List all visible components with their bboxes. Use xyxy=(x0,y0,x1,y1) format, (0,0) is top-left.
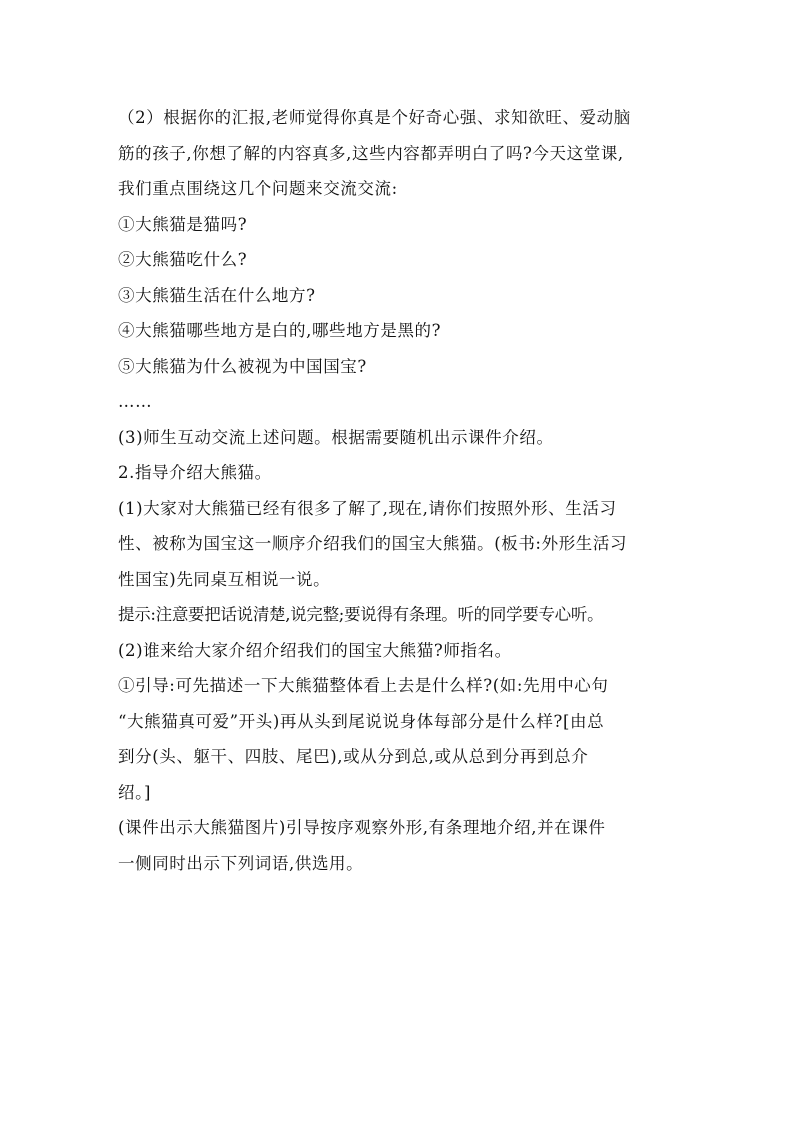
paragraph-line-5: (1)大家对大熊猫已经有很多了解了,现在,请你们按照外形、生活习 xyxy=(118,498,617,518)
question-item-4: ④大熊猫哪些地方是白的,哪些地方是黑的? xyxy=(118,321,442,340)
paragraph-line-8: (2)谁来给大家介绍介绍我们的国宝大熊猫?师指名。 xyxy=(118,640,512,660)
question-item-5: ⑤大熊猫为什么被视为中国国宝? xyxy=(118,356,367,376)
guide-line-3: 到分(头、躯干、四肢、尾巴),或从分到总,或从总到分再到总介 xyxy=(118,747,589,766)
section-heading: 2.指导介绍大熊猫。 xyxy=(118,463,272,482)
paragraph-line-10: 一侧同时出示下列词语,供选用。 xyxy=(118,853,364,873)
paragraph-line-9: (课件出示大熊猫图片)引导按序观察外形,有条理地介绍,并在课件 xyxy=(118,818,606,837)
tip-line: 提示:注意要把话说清楚,说完整;要说得有条理。听的同学要专心听。 xyxy=(118,605,604,624)
paragraph-line-1: （2）根据你的汇报,老师觉得你真是个好奇心强、求知欲旺、爱动脑 xyxy=(118,108,631,127)
guide-line-4: 绍。] xyxy=(118,782,151,802)
paragraph-line-4: (3)师生互动交流上述问题。根据需要随机出示课件介绍。 xyxy=(118,427,554,447)
ellipsis-line: …… xyxy=(118,392,153,411)
paragraph-line-7: 性国宝)先同桌互相说一说。 xyxy=(118,569,331,589)
paragraph-line-2: 筋的孩子,你想了解的内容真多,这些内容都弄明白了吗?今天这堂课, xyxy=(118,143,624,163)
document-body xyxy=(118,100,680,881)
guide-line-1: ①引导:可先描述一下大熊猫整体看上去是什么样?(如:先用中心句 xyxy=(118,676,609,695)
paragraph-line-3: 我们重点围绕这几个问题来交流交流: xyxy=(118,179,398,198)
question-item-2: ②大熊猫吃什么? xyxy=(118,250,248,269)
question-item-1: ①大熊猫是猫吗? xyxy=(118,214,248,234)
question-item-3: ③大熊猫生活在什么地方? xyxy=(118,285,316,305)
guide-line-2: “大熊猫真可爱”开头)再从头到尾说说身体每部分是什么样?[由总 xyxy=(118,711,605,731)
paragraph-line-6: 性、被称为国宝这一顺序介绍我们的国宝大熊猫。(板书:外形生活习 xyxy=(118,534,628,553)
